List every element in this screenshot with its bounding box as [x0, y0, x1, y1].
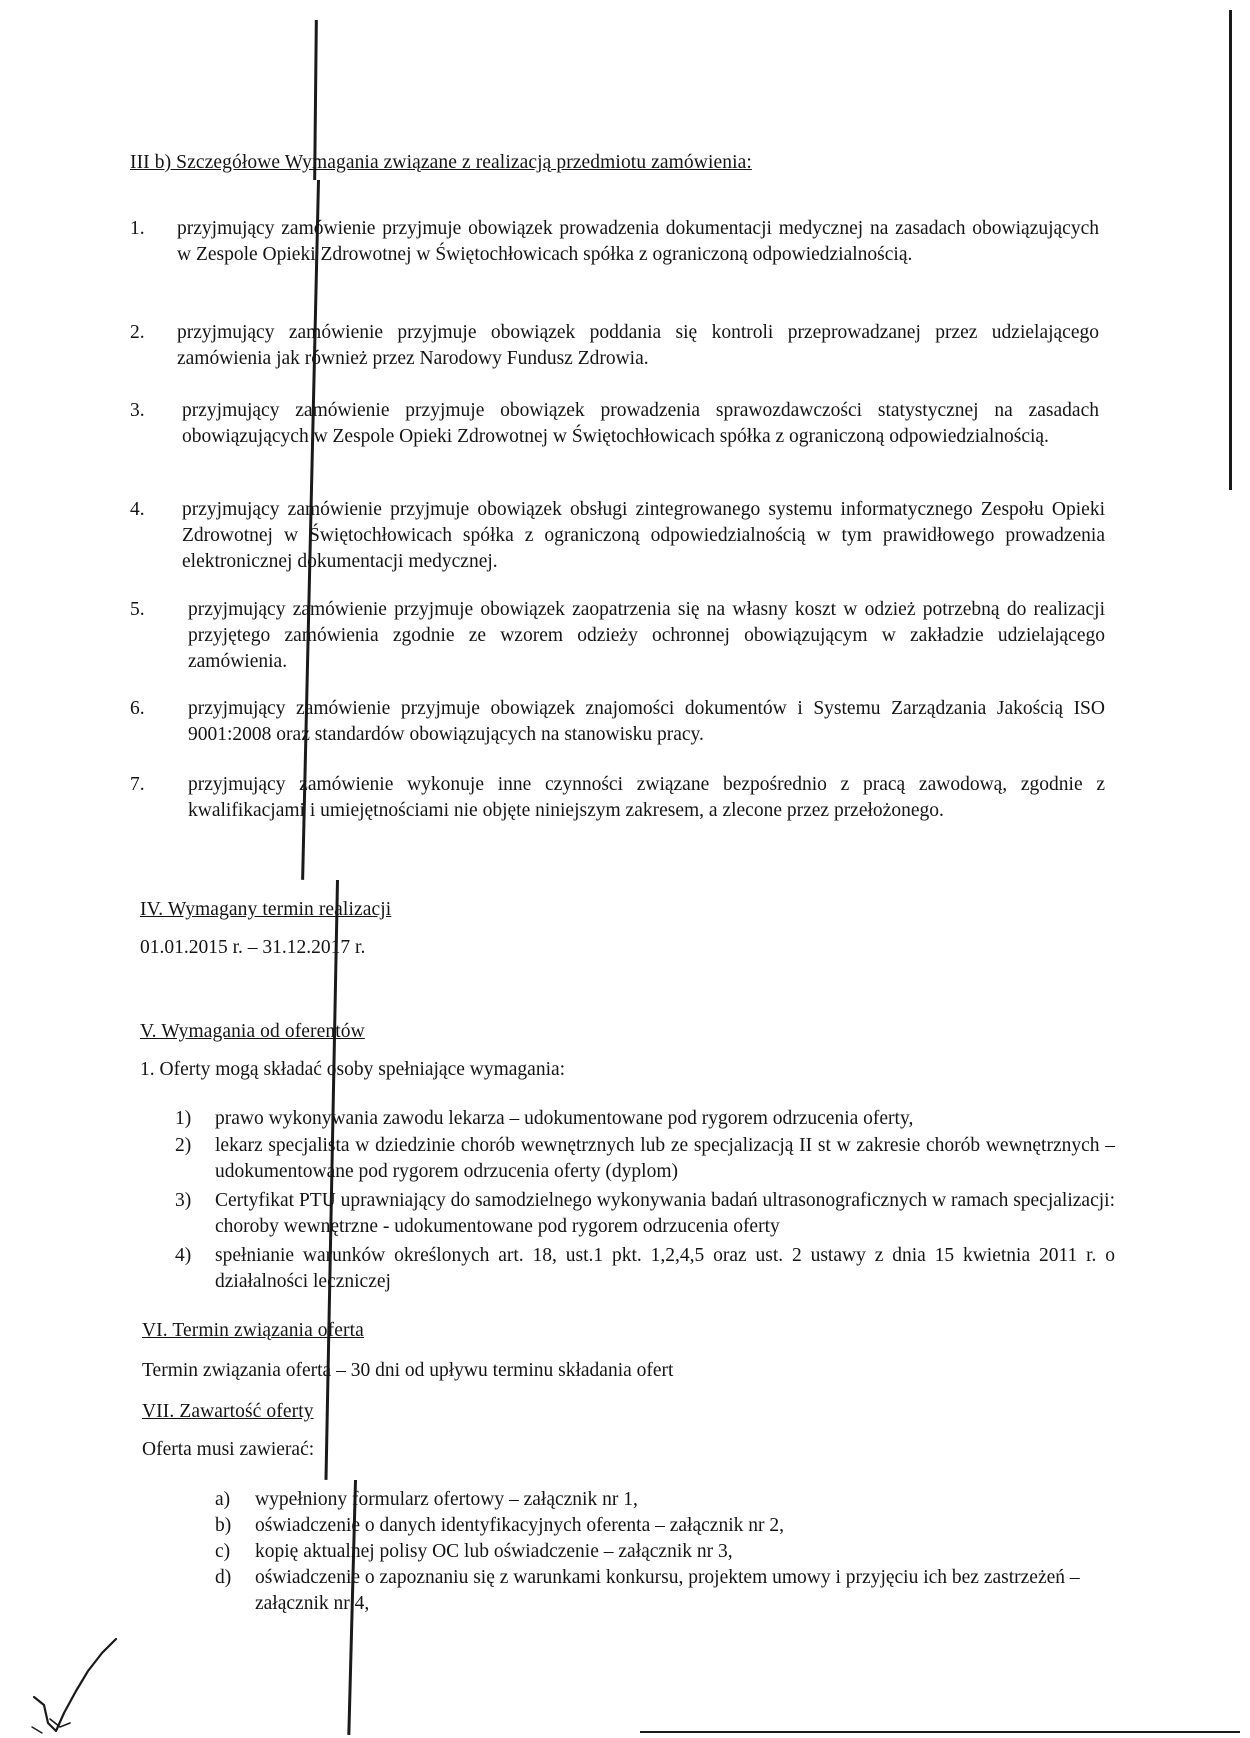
list-item-text: przyjmujący zamówienie przyjmuje obowiązek prowadzenia sprawozdawczości statystycznej na zasadach obowiązujących w Zespole Opieki Zdrowotnej w Świętochłowicach spółka z ograniczoną odpowiedzialnością.: [182, 400, 1099, 447]
list-item: [130, 320, 1100, 374]
list-item-text: przyjmujący zamówienie wykonuje inne czynności związane bezpośrednio z pracą zawodową, zgodnie z kwalifikacjami i umiejętnościami nie objęte niniejszym zakresem, a zlecone przez przełożonego.: [188, 774, 1105, 821]
list-item-number: 4): [175, 1245, 192, 1266]
list-item-number: 2): [175, 1135, 192, 1156]
list-item-text: kopię aktualnej polisy OC lub oświadczenie – załącznik nr 3,: [255, 1541, 733, 1562]
list-item-number: 4.: [130, 499, 145, 520]
list-item-text: przyjmujący zamówienie przyjmuje obowiązek poddania się kontroli przeprowadzanej przez udzielającego zamówienia jak również przez Narodowy Fundusz Zdrowia.: [177, 322, 1099, 369]
section-6-heading: VI. Termin związania oferta: [142, 1320, 364, 1341]
section-3b-heading: III b) Szczegółowe Wymagania związane z realizacją przedmiotu zamówienia:: [130, 152, 752, 173]
list-item: [215, 1487, 1115, 1513]
list-item-number: 3): [175, 1190, 192, 1211]
section-5-heading: V. Wymagania od oferentów: [140, 1021, 365, 1042]
list-item-number: 3.: [130, 400, 145, 421]
list-item: [175, 1243, 1115, 1297]
list-item: [130, 497, 1105, 577]
list-item-number: 7.: [130, 774, 145, 795]
list-item-number: a): [215, 1489, 231, 1510]
list-item-number: 2.: [130, 322, 145, 343]
list-item-text: spełnianie warunków określonych art. 18, ust.1 pkt. 1,2,4,5 oraz ust. 2 ustawy z dnia 15 kwietnia 2011 r. o działalności leczniczej: [215, 1245, 1115, 1292]
list-item: [175, 1188, 1115, 1242]
section-7-heading: VII. Zawartość oferty: [142, 1401, 314, 1422]
list-item: [130, 398, 1100, 478]
list-item: [130, 216, 1100, 296]
list-item: [215, 1513, 1115, 1539]
list-item: [130, 597, 1105, 677]
list-item: [130, 696, 1105, 750]
list-item-text: oświadczenie o danych identyfikacyjnych oferenta – załącznik nr 2,: [255, 1515, 784, 1536]
list-item-number: 1): [175, 1108, 192, 1129]
list-item-text: przyjmujący zamówienie przyjmuje obowiązek znajomości dokumentów i Systemu Zarządzania Jakością ISO 9001:2008 oraz standardów obowiązujących na stanowisku pracy.: [188, 698, 1105, 745]
realization-dates: 01.01.2015 r. – 31.12.2017 r.: [140, 937, 366, 958]
list-item-text: prawo wykonywania zawodu lekarza – udokumentowane pod rygorem odrzucenia oferty,: [215, 1108, 914, 1129]
handwritten-check-mark: [30, 1635, 120, 1735]
list-item-number: 6.: [130, 698, 145, 719]
list-item-text: przyjmujący zamówienie przyjmuje obowiązek zaopatrzenia się na własny koszt w odzież potrzebną do realizacji przyjętego zamówienia zgodnie ze wzorem odzieży ochronnej obowiązującym w zakładzie udzielającego zamówienia.: [188, 599, 1105, 672]
list-item-text: lekarz specjalista w dziedzinie chorób wewnętrznych lub ze specjalizacją II st w zakresie chorób wewnętrznych – udokumentowane pod rygorem odrzucenia oferty (dyplom): [215, 1135, 1115, 1182]
section-6-text: Termin związania oferta – 30 dni od upływu terminu składania ofert: [142, 1360, 674, 1381]
list-item: [215, 1539, 1115, 1565]
list-item: [215, 1565, 1115, 1619]
list-item-number: 5.: [130, 599, 145, 620]
section-5-intro: 1. Oferty mogą składać osoby spełniające wymagania:: [140, 1059, 566, 1080]
section-7-intro: Oferta musi zawierać:: [142, 1439, 315, 1460]
section-4-heading: IV. Wymagany termin realizacji: [140, 899, 392, 920]
list-item: [175, 1133, 1115, 1187]
list-item-text: przyjmujący zamówienie przyjmuje obowiązek obsługi zintegrowanego systemu informatycznego Zespołu Opieki Zdrowotnej w Świętochłowicach spółka z ograniczoną odpowiedzialnością w tym prawidłowego prowadzenia elektronicznej dokumentacji medycznej.: [182, 499, 1105, 572]
list-item: [175, 1106, 1115, 1132]
list-item-number: 1.: [130, 218, 145, 239]
list-item-text: Certyfikat PTU uprawniający do samodzielnego wykonywania badań ultrasonograficznych w ramach specjalizacji: choroby wewnętrzne - udokumentowane pod rygorem odrzucenia oferty: [215, 1190, 1115, 1237]
list-item-text: oświadczenie o zapoznaniu się z warunkami konkursu, projektem umowy i przyjęciu ich bez zastrzeżeń – załącznik nr 4,: [255, 1567, 1080, 1614]
list-item-text: wypełniony formularz ofertowy – załącznik nr 1,: [255, 1489, 638, 1510]
list-item: [130, 772, 1105, 852]
list-item-number: c): [215, 1541, 231, 1562]
list-item-number: b): [215, 1515, 232, 1536]
list-item-text: przyjmujący zamówienie przyjmuje obowiązek prowadzenia dokumentacji medycznej na zasadach obowiązujących w Zespole Opieki Zdrowotnej w Świętochłowicach spółka z ograniczoną odpowiedzialnością.: [177, 218, 1099, 265]
list-item-number: d): [215, 1567, 232, 1588]
